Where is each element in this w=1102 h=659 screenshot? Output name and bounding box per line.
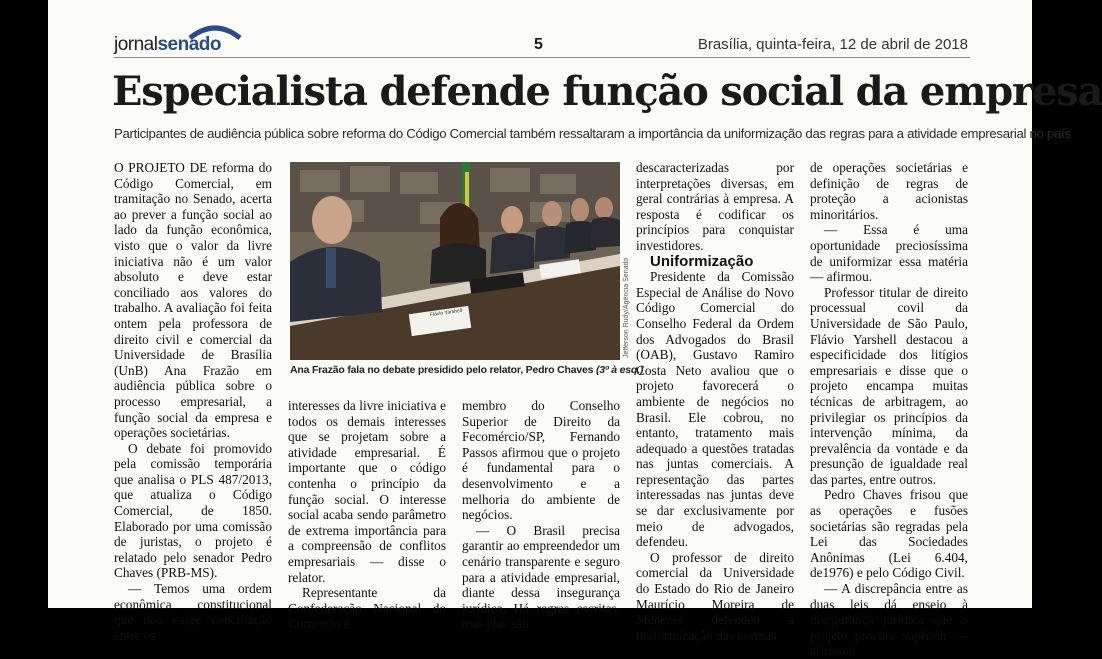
newspaper-page (48, 0, 1102, 659)
paragraph: O PROJETO DE reforma do Código Comercial, em tramitação no Senado, acerta ao prever a função social ao lado da função econômica, visto que o valor da livre iniciativa não é um valor absoluto e deve estar conciliado aos valores do trabalho. A avaliação foi feita ontem pela professora de direito civil e comercial da Universidade de Brasília (UnB) Ana Frazão em audiência pública sobre o processo empresarial, a função social da empresa e operações societárias. (114, 160, 272, 441)
paragraph: descaracterizadas por interpretações diversas, em geral contrárias à empresa. A resposta é codificar os princípios para conquistar investidores. (636, 160, 794, 253)
article-column-4 (636, 160, 794, 643)
paragraph: O professor de direito comercial da Universidade do Estado do Rio de Janeiro Maurício Moreira de Menezes defendeu a uniformização das normas (636, 549, 794, 643)
article-headline: Especialista defende função social da empresa (112, 68, 1102, 115)
edition-date: Brasília, quinta-feira, 12 de abril de 2018 (697, 36, 968, 53)
paragraph: de operações societárias e definição de regras de proteção a acionistas minoritários. (810, 160, 968, 222)
logo-text-senado: senado (157, 34, 222, 55)
photo-caption-note: (3º à esq.) (596, 364, 644, 376)
article-subheadline: Participantes de audiência pública sobre reforma do Código Comercial também ressaltaram a importância da uniformização das regras para a atividade empresarial no país (114, 126, 1071, 141)
article-column-3 (462, 398, 620, 632)
paragraph: O debate foi promovido pela comissão temporária que analisa o PLS 487/2013, que atualiza o Código Comercial, de 1850. Elaborado por uma comissão de juristas, o projeto é relatado pelo senador Pedro Chaves (PRB-MS). (114, 440, 272, 581)
speaker-nameplate: Flávio Yarshell (429, 307, 463, 319)
article-column-1 (114, 160, 272, 643)
paragraph: — Temos uma ordem econômica constitucional que nos exige conciliação entre os (114, 581, 272, 643)
hearing-photo-image (290, 162, 620, 360)
article-column-2 (288, 398, 446, 632)
paragraph: Professor titular de direito processual covil da Universidade de São Paulo, Flávio Yarshell destacou a especificidade dos litígios empresariais e disse que o projeto encampa muitas técnicas de arbitragem, ao privilegiar os princípios da intervenção mínima, da prevalência da vontade e da presunção de igualdade real das partes, entre outros. (810, 284, 968, 487)
paragraph: — Essa é uma oportunidade preciosíssima de uniformizar essa matéria— afirmou. (810, 222, 968, 285)
paragraph: membro do Conselho Superior de Direito da Fecomércio/SP, Fernando Passos afirmou que o projeto é fundamental para o desenvolvimento e a melhoria do ambiente de negócios. (462, 398, 620, 523)
article-column-5 (810, 160, 968, 659)
article-photo (290, 162, 620, 360)
photo-caption (290, 364, 644, 376)
section-heading: Uniformização (650, 252, 754, 270)
paragraph: Pedro Chaves frisou que as operações e fusões societárias são regradas pela Lei das Sociedades Anônimas (Lei 6.404, de1976) e pelo Código Civil. (810, 487, 968, 581)
paragraph: — O Brasil precisa garantir ao empreendedor um cenário transparente e seguro para a atividade empresarial, diante dessa insegurança jurídica. Há regras escritas, mas elas são (462, 522, 620, 632)
photo-caption-text: Ana Frazão fala no debate presidido pelo relator, Pedro Chaves (290, 364, 594, 376)
photo-credit: Jefferson Rudy/Agência Senado (623, 257, 630, 358)
paragraph: — A discrepância entre as duas leis dá ensejo à insegurança jurídica que o projeto procura suprimir — afirmou. (810, 581, 968, 659)
logo-text-jornal: jornal (114, 34, 158, 55)
paragraph: interesses da livre iniciativa e todos os demais interesses que se projetam sobre a atividade empresarial. É importante que o código contenha o princípio da função social. O interesse social acaba sendo parâmetro de extrema importância para a compreensão de conflitos empresariais — disse o relator. (288, 398, 446, 585)
page-number: 5 (534, 36, 543, 53)
newspaper-logo (114, 34, 221, 56)
paragraph: Representante da Confederação Nacional do Comércio e (288, 585, 446, 632)
page-header (114, 22, 968, 54)
paragraph: Presidente da Comissão Especial de Análise do Novo Código Comercial do Conselho Federal da Ordem dos Advogados do Brasil (OAB), Gustavo Ramiro Costa Neto avaliou que o projeto favorecerá o ambiente de negócios no Brasil. Ele cobrou, no entanto, tratamento mais adequado a questões tratadas nas juntas comerciais. A representação das partes interessadas nas juntas deve se dar exclusivamente por meio de advogados, defendeu. (636, 269, 794, 550)
header-divider (114, 57, 970, 58)
